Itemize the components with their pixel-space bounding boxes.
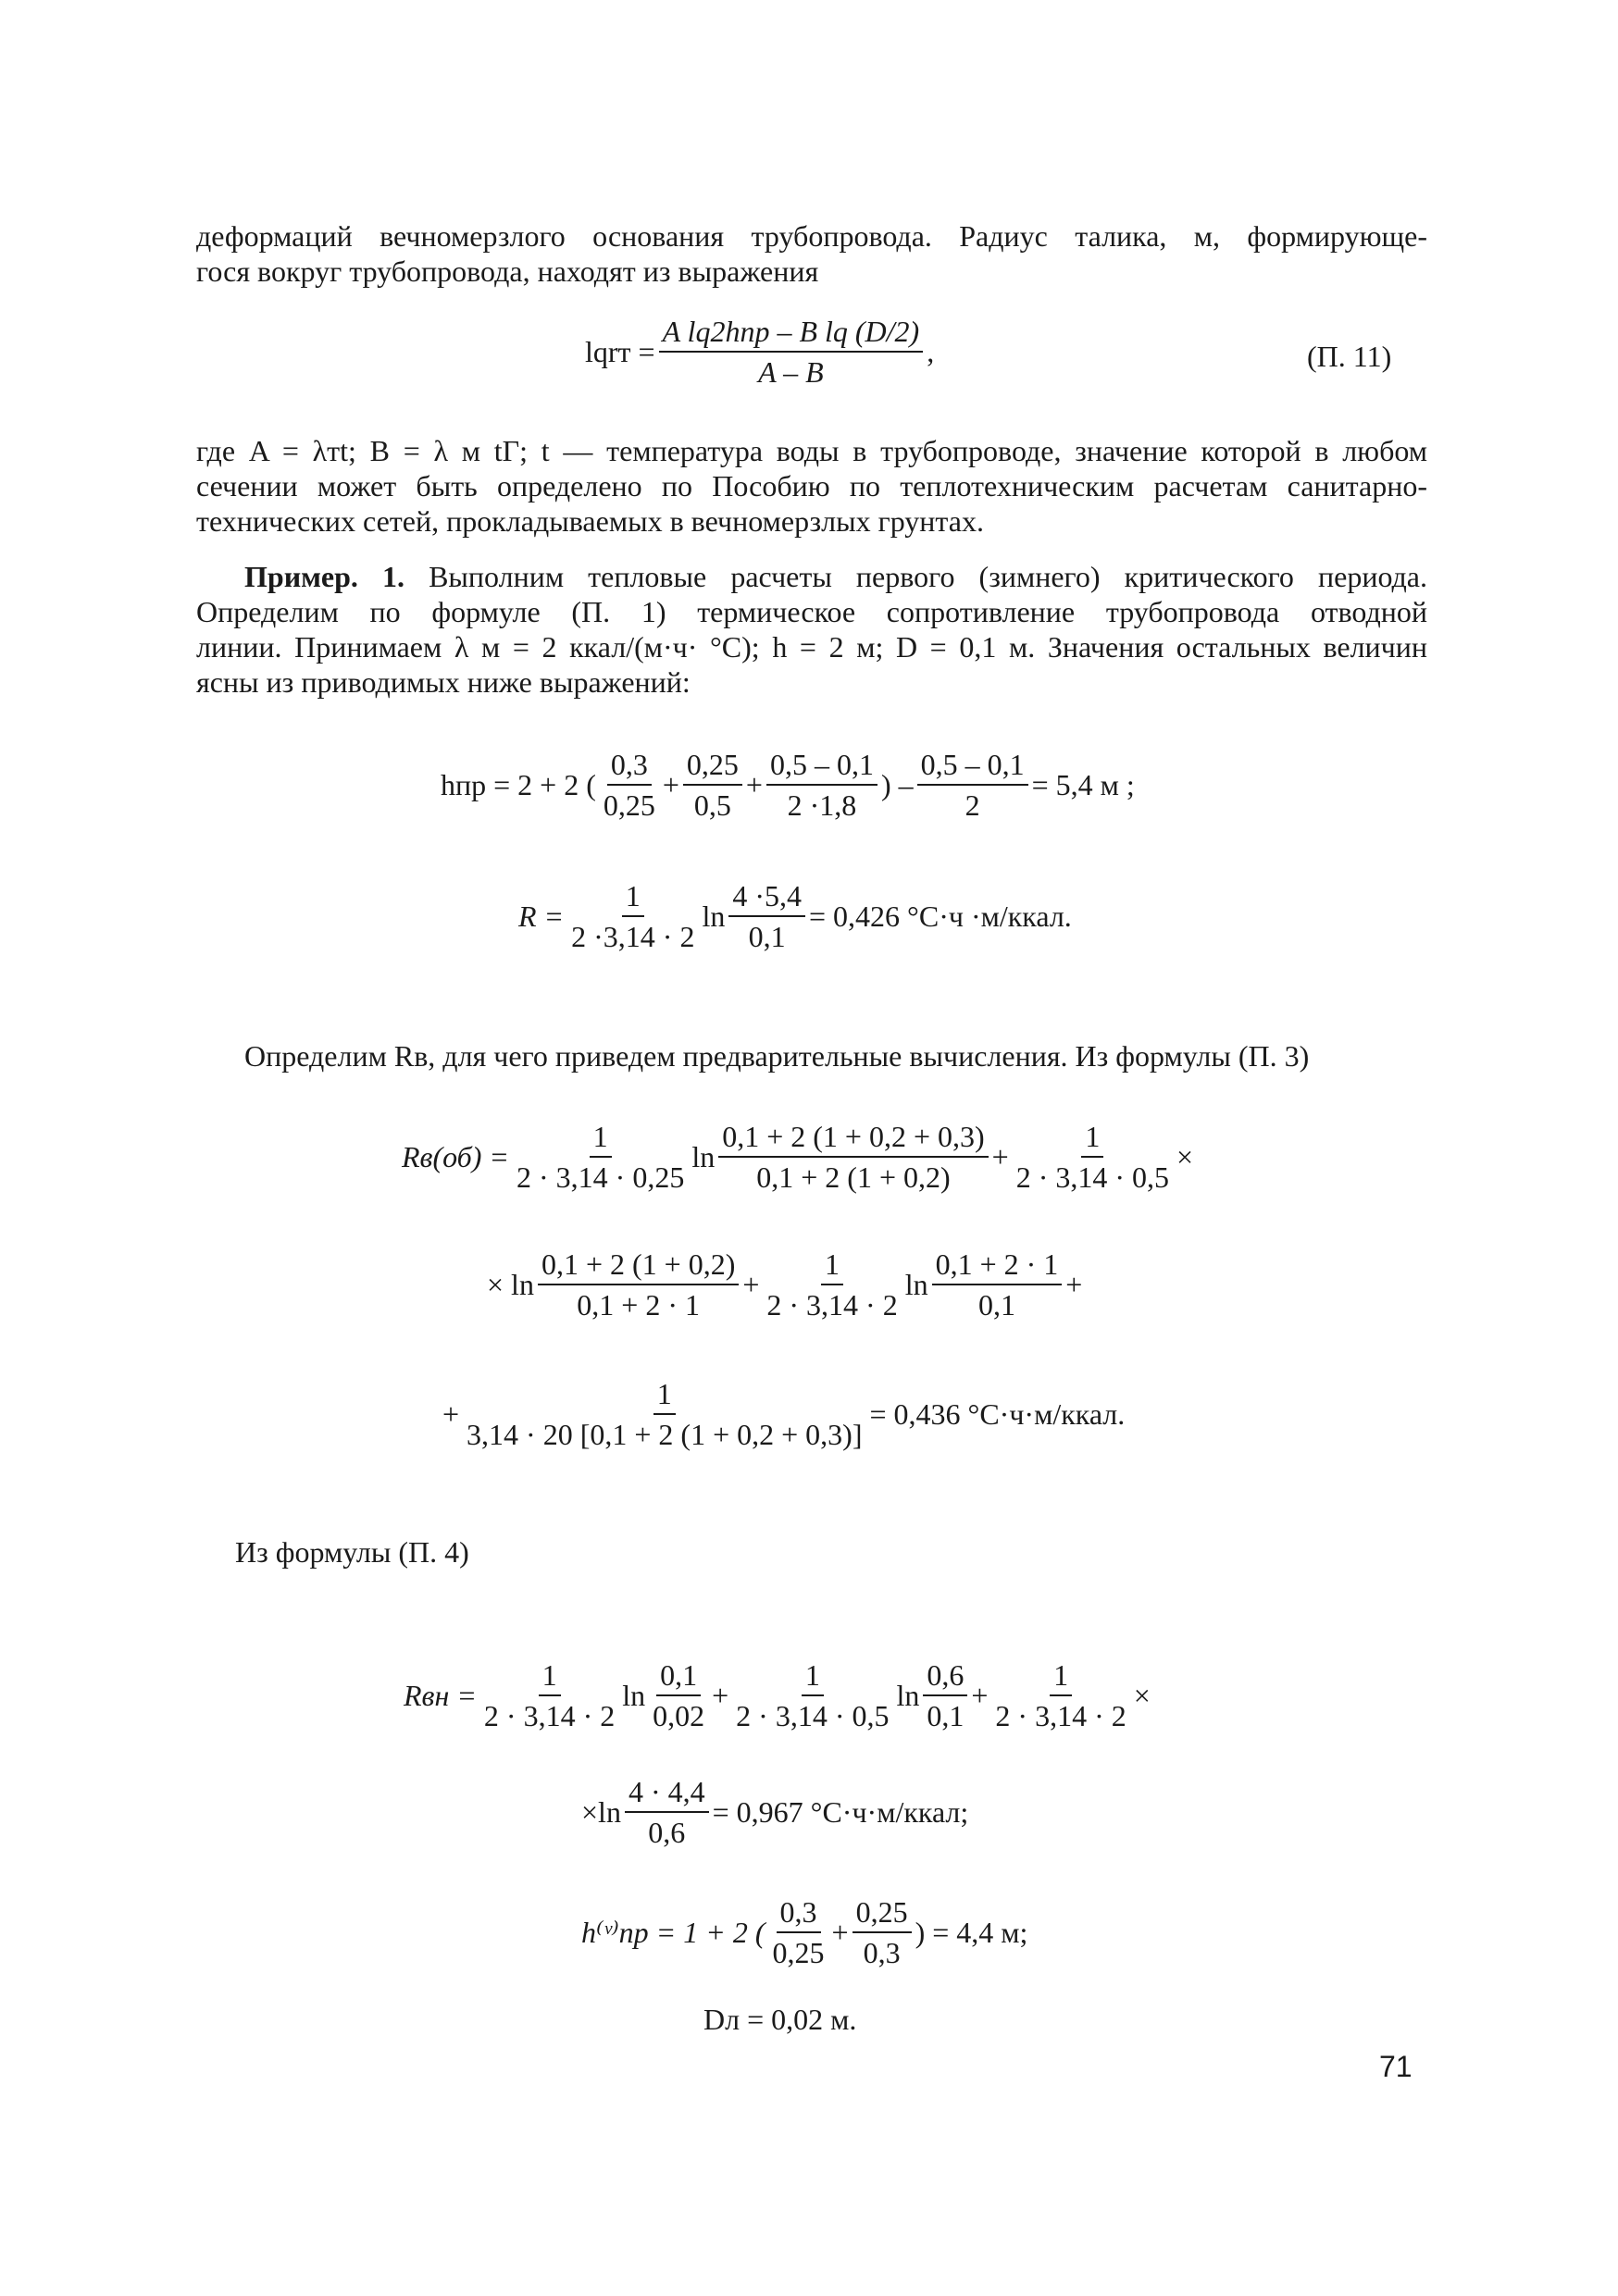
fraction-denominator: 2 ·3,14 · 2 — [571, 920, 695, 953]
fraction-numerator: 0,1 + 2 (1 + 0,2) — [538, 1247, 739, 1285]
equation-number: (П. 11) — [1307, 340, 1392, 373]
fraction — [567, 879, 698, 953]
fraction-numerator: 1 — [653, 1377, 676, 1415]
fraction-denominator: 2 · 3,14 · 2 — [995, 1699, 1126, 1732]
fraction-denominator: 0,02 — [653, 1699, 705, 1732]
fraction-denominator: 2 · 3,14 · 0,5 — [736, 1699, 890, 1732]
fraction — [538, 1247, 739, 1322]
text-line: Определим Rв, для чего приведем предварительные вычисления. Из формулы (П. 3) — [244, 1039, 1310, 1073]
operator: + — [745, 768, 763, 801]
formula-tail: , — [927, 335, 935, 368]
fraction-denominator: 2 · 3,14 · 0,5 — [1015, 1160, 1170, 1194]
fraction-denominator: 0,3 — [863, 1936, 901, 1969]
paragraph-intro — [196, 218, 1427, 289]
formula-hpr — [441, 748, 1135, 822]
fraction-numerator: 0,25 — [853, 1895, 912, 1933]
formula-text: Dл = 0,02 м. — [703, 2003, 857, 2036]
fraction-denominator: 0,1 + 2 (1 + 0,2) — [756, 1160, 951, 1194]
formula-rvn-line1 — [404, 1658, 1151, 1732]
formula-lhs: Rвн = — [404, 1679, 477, 1712]
fraction-denominator: 0,1 + 2 · 1 — [577, 1288, 700, 1322]
fraction-denominator: 0,25 — [772, 1936, 825, 1969]
text-line: сечении может быть определено по Пособию по теплотехническим расчетам санитарно- — [196, 469, 1427, 503]
fraction-numerator: A lq2hпр – B lq (D/2) — [659, 315, 924, 353]
paragraph-formula-p4 — [235, 1534, 976, 1570]
fraction-denominator: 2 ·1,8 — [787, 788, 857, 822]
operator: ln — [622, 1679, 646, 1712]
fraction — [917, 748, 1028, 822]
operator: + — [662, 768, 679, 801]
fraction — [766, 748, 877, 822]
fraction-denominator: 0,1 — [927, 1699, 965, 1732]
formula-result: = 0,436 °С·ч·м/ккал. — [869, 1397, 1126, 1431]
operator: ) – — [880, 768, 914, 801]
fraction-numerator: 0,25 — [683, 748, 742, 786]
fraction-denominator: 3,14 · 20 [0,1 + 2 (1 + 0,2 + 0,3)] — [467, 1418, 863, 1451]
formula-dl — [703, 2004, 856, 2034]
fraction — [763, 1247, 901, 1322]
operator: ×ln — [581, 1795, 621, 1829]
formula-p11 — [585, 315, 934, 389]
formula-rvob-line1 — [402, 1120, 1193, 1194]
fraction-numerator: 1 — [1081, 1120, 1103, 1158]
fraction-numerator: 1 — [539, 1658, 561, 1696]
fraction — [769, 1895, 828, 1969]
operator: + — [1065, 1268, 1083, 1301]
fraction-numerator: 0,1 + 2 · 1 — [932, 1247, 1063, 1285]
text-line: технических сетей, прокладываемых в вечномерзлых грунтах. — [196, 504, 984, 538]
formula-lhs: lqrт = — [585, 335, 655, 368]
fraction-denominator: 0,25 — [603, 788, 655, 822]
fraction-numerator: 1 — [590, 1120, 612, 1158]
formula-rvn-line2 — [581, 1775, 968, 1849]
fraction — [480, 1658, 618, 1732]
formula-result: = 0,426 °С·ч ·м/ккал. — [809, 900, 1072, 933]
fraction-numerator: 1 — [821, 1247, 843, 1285]
fraction-numerator: 0,3 — [607, 748, 652, 786]
fraction — [649, 1658, 708, 1732]
formula-result: ) = 4,4 м; — [915, 1916, 1028, 1949]
operator: ln — [702, 900, 726, 933]
formula-R — [518, 879, 1072, 953]
paragraph-rv — [244, 1038, 1427, 1074]
fraction-denominator: A – B — [758, 355, 824, 389]
fraction — [625, 1775, 709, 1849]
formula-lhs: h⁽ᵛ⁾пр = 1 + 2 ( — [581, 1916, 765, 1949]
formula-lhs: Rв(об) = — [402, 1140, 510, 1173]
fraction — [1013, 1120, 1173, 1194]
fraction-numerator: 0,3 — [777, 1895, 821, 1933]
text-line: где A = λтt; B = λ м tГ; t — температура воды в трубопроводе, значение которой в любом — [196, 434, 1427, 467]
page-number: 71 — [1379, 2050, 1413, 2083]
operator: + — [742, 1268, 760, 1301]
formula-rvob-line2 — [487, 1247, 1082, 1322]
formula-hprv — [581, 1895, 1027, 1969]
fraction — [991, 1658, 1129, 1732]
text-line: деформаций вечномерзлого основания трубопровода. Радиус талика, м, формирующе- — [196, 219, 1427, 253]
fraction-denominator: 2 — [965, 788, 980, 822]
example-heading: Пример. 1. — [244, 560, 404, 593]
fraction-denominator: 0,6 — [648, 1816, 686, 1849]
operator: ln — [896, 1679, 920, 1712]
fraction — [923, 1658, 967, 1732]
operator: × — [1176, 1140, 1194, 1173]
fraction — [732, 1658, 892, 1732]
fraction — [683, 748, 742, 822]
fraction-numerator: 4 · 4,4 — [625, 1775, 709, 1813]
operator: + — [712, 1679, 729, 1712]
operator: + — [442, 1397, 460, 1431]
fraction-numerator: 4 ·5,4 — [728, 879, 805, 917]
operator: + — [971, 1679, 989, 1712]
fraction — [513, 1120, 688, 1194]
operator: + — [991, 1140, 1009, 1173]
fraction — [932, 1247, 1063, 1322]
fraction-denominator: 2 · 3,14 · 2 — [483, 1699, 616, 1732]
text-fragment: Выполним тепловые расчеты первого (зимнего) критического периода. — [404, 560, 1428, 593]
fraction-numerator: 0,6 — [923, 1658, 967, 1696]
text-line: Определим по формуле (П. 1) термическое сопротивление трубопровода отводной — [196, 595, 1427, 628]
fraction-numerator: 1 — [1050, 1658, 1072, 1696]
text-line — [196, 559, 1427, 594]
paragraph-definitions — [196, 433, 1427, 539]
text-line: гося вокруг трубопровода, находят из выражения — [196, 254, 819, 288]
fraction — [853, 1895, 912, 1969]
fraction — [728, 879, 805, 953]
fraction-denominator: 0,1 — [977, 1288, 1015, 1322]
text-line: Из формулы (П. 4) — [235, 1535, 469, 1569]
fraction — [600, 748, 659, 822]
fraction-denominator: 2 · 3,14 · 2 — [766, 1288, 898, 1322]
operator: × ln — [487, 1268, 534, 1301]
operator: ln — [691, 1140, 716, 1173]
fraction — [718, 1120, 988, 1194]
fraction-numerator: 0,5 – 0,1 — [766, 748, 877, 786]
formula-lhs: R = — [518, 900, 565, 933]
fraction-numerator: 0,1 + 2 (1 + 0,2 + 0,3) — [718, 1120, 988, 1158]
fraction-denominator: 0,1 — [748, 920, 786, 953]
operator: + — [831, 1916, 849, 1949]
operator: ln — [904, 1268, 928, 1301]
operator: × — [1133, 1679, 1151, 1712]
formula-lhs: hпр = 2 + 2 ( — [441, 768, 596, 801]
fraction — [659, 315, 924, 389]
fraction-numerator: 0,5 – 0,1 — [917, 748, 1028, 786]
fraction-numerator: 0,1 — [656, 1658, 701, 1696]
fraction-denominator: 2 · 3,14 · 0,25 — [517, 1160, 685, 1194]
fraction-numerator: 1 — [622, 879, 644, 917]
text-line: ясны из приводимых ниже выражений: — [196, 665, 691, 699]
fraction-denominator: 0,5 — [693, 788, 731, 822]
text-line: линии. Принимаем λ м = 2 ккал/(м·ч· °С); h = 2 м; D = 0,1 м. Значения остальных величин — [196, 630, 1427, 664]
formula-rvob-line3 — [442, 1377, 1125, 1451]
fraction — [463, 1377, 865, 1451]
formula-result: = 5,4 м ; — [1031, 768, 1135, 801]
paragraph-example — [196, 559, 1427, 700]
formula-result: = 0,967 °С·ч·м/ккал; — [712, 1795, 969, 1829]
fraction-numerator: 1 — [802, 1658, 824, 1696]
